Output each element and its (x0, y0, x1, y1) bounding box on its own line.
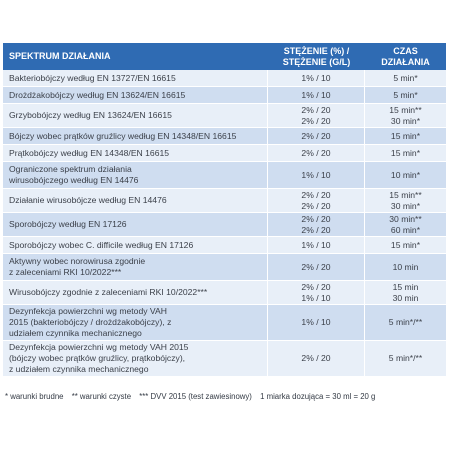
time-cell-line: 10 min* (390, 169, 421, 180)
time-cell-line: 15 min* (390, 147, 421, 158)
table-row (3, 87, 446, 104)
spectrum-cell (3, 281, 268, 305)
spectrum-cell (3, 70, 268, 87)
table-row (3, 189, 446, 213)
concentration-cell (268, 213, 365, 237)
table-row (3, 254, 446, 281)
spectrum-cell-line: Wirusobójczy zgodnie z zaleceniami RKI 10/2022*** (9, 287, 208, 297)
spectrum-cell (3, 87, 268, 104)
spectrum-cell (3, 162, 268, 189)
concentration-cell-line: 1% / 10 (301, 89, 331, 100)
concentration-cell (268, 254, 365, 281)
time-cell-line: 15 min** (389, 104, 422, 115)
time-cell-line: 30 min* (390, 200, 421, 211)
spectrum-cell (3, 104, 268, 128)
table-header-row (3, 43, 446, 70)
spectrum-cell (3, 145, 268, 162)
concentration-cell (268, 281, 365, 305)
table-row (3, 145, 446, 162)
concentration-cell-line: 2% / 20 (301, 115, 331, 126)
table-row (3, 162, 446, 189)
spectrum-cell-line: Aktywny wobec norowirusa zgodnie (9, 256, 146, 266)
concentration-cell (268, 128, 365, 145)
time-cell-line: 5 min*/** (388, 317, 423, 327)
footnotes (5, 392, 381, 401)
concentration-cell-line: 2% / 20 (301, 147, 331, 158)
spectrum-cell-line: Grzybobójczy według EN 13624/EN 16615 (9, 110, 172, 120)
concentration-cell (268, 305, 365, 341)
concentration-cell (268, 87, 365, 104)
time-cell-line: 15 min* (390, 239, 421, 250)
concentration-cell-line: 1% / 10 (301, 72, 331, 83)
time-cell-line: 5 min* (393, 89, 418, 100)
spectrum-cell-line: Działanie wirusobójcze według EN 14476 (9, 195, 167, 205)
spectrum-cell-line: Prątkobójczy według EN 14348/EN 16615 (9, 147, 170, 158)
time-cell-line: 15 min (392, 281, 419, 292)
table-body (3, 70, 446, 377)
disinfection-spectrum-table-wrapper (3, 43, 446, 377)
time-cell-line: 60 min* (390, 224, 421, 235)
header-spectrum: SPEKTRUM DZIAŁANIA (3, 43, 268, 70)
time-cell-line: 30 min (392, 292, 419, 303)
time-cell-line: 15 min** (389, 189, 422, 200)
spectrum-cell (3, 305, 268, 341)
footnote-dvv: *** DVV 2015 (test zawiesinowy) (139, 392, 252, 401)
spectrum-cell (3, 189, 268, 213)
concentration-cell (268, 341, 365, 377)
spectrum-cell-line: Drożdżakobójczy według EN 13624/EN 16615 (9, 89, 186, 100)
concentration-cell-line: 2% / 20 (301, 224, 331, 235)
spectrum-cell-line: Dezynfekcja powierzchni wg metody VAH 2015 (9, 342, 189, 352)
time-cell (365, 162, 446, 189)
spectrum-cell (3, 237, 268, 254)
time-cell (365, 189, 446, 213)
concentration-cell-line: 2% / 20 (301, 261, 331, 272)
spectrum-cell-line: wirusobójczego według EN 14476 (9, 175, 139, 185)
table-row (3, 237, 446, 254)
time-cell (365, 145, 446, 162)
footnote-dosing: 1 miarka dozująca = 30 ml = 20 g (260, 392, 376, 401)
time-cell (365, 87, 446, 104)
concentration-cell (268, 145, 365, 162)
spectrum-cell-line: Dezynfekcja powierzchni wg metody VAH (9, 306, 167, 316)
concentration-cell-line: 2% / 20 (301, 353, 331, 363)
spectrum-cell (3, 341, 268, 377)
concentration-cell (268, 162, 365, 189)
spectrum-cell-line: z zaleceniami RKI 10/2022*** (9, 267, 122, 277)
concentration-cell (268, 104, 365, 128)
spectrum-table (3, 43, 446, 377)
spectrum-cell (3, 254, 268, 281)
table-row (3, 128, 446, 145)
concentration-cell-line: 1% / 10 (301, 317, 331, 327)
spectrum-cell-line: z udziałem czynnika mechanicznego (9, 364, 149, 374)
concentration-cell-line: 2% / 20 (301, 200, 331, 211)
header-concentration: STĘŻENIE (%) / STĘŻENIE (G/L) (268, 43, 365, 70)
spectrum-cell-line: Bójczy wobec prątków gruźlicy według EN 14348/EN 16615 (9, 130, 237, 141)
concentration-cell-line: 2% / 20 (301, 189, 331, 200)
time-cell (365, 237, 446, 254)
spectrum-cell-line: (bójczy wobec prątków gruźlicy, prątkobójczy), (9, 353, 186, 363)
concentration-cell (268, 237, 365, 254)
time-cell (365, 281, 446, 305)
spectrum-cell (3, 213, 268, 237)
time-cell-line: 15 min* (390, 130, 421, 141)
footnote-dirty: * warunki brudne (5, 392, 64, 401)
time-cell (365, 104, 446, 128)
concentration-cell (268, 189, 365, 213)
time-cell (365, 341, 446, 377)
time-cell (365, 128, 446, 145)
time-cell (365, 254, 446, 281)
spectrum-cell-line: Ograniczone spektrum działania (9, 164, 132, 174)
table-row (3, 341, 446, 377)
footnote-clean: ** warunki czyste (71, 392, 132, 401)
concentration-cell-line: 2% / 20 (301, 213, 331, 224)
time-cell (365, 70, 446, 87)
spectrum-cell-line: udziałem czynnika mechanicznego (9, 328, 142, 338)
concentration-cell (268, 70, 365, 87)
table-row (3, 70, 446, 87)
concentration-cell-line: 2% / 20 (301, 130, 331, 141)
table-row (3, 213, 446, 237)
time-cell (365, 305, 446, 341)
table-row (3, 281, 446, 305)
concentration-cell-line: 2% / 20 (301, 104, 331, 115)
time-cell-line: 30 min** (389, 213, 422, 224)
spectrum-cell-line: 2015 (bakteriobójczy / drożdżakobójczy), z (9, 317, 172, 327)
time-cell-line: 10 min (392, 261, 419, 272)
concentration-cell-line: 1% / 10 (301, 239, 331, 250)
spectrum-cell-line: Sporobójczy wobec C. difficile według EN 17126 (9, 239, 194, 250)
spectrum-cell-line: Sporobójczy według EN 17126 (9, 219, 127, 229)
time-cell-line: 5 min* (393, 72, 418, 83)
concentration-cell-line: 1% / 10 (301, 292, 331, 303)
time-cell (365, 213, 446, 237)
spectrum-cell-line: Bakteriobójczy według EN 13727/EN 16615 (9, 72, 176, 83)
table-row (3, 104, 446, 128)
concentration-cell-line: 1% / 10 (301, 169, 331, 180)
time-cell-line: 30 min* (390, 115, 421, 126)
time-cell-line: 5 min*/** (388, 353, 423, 363)
header-time: CZAS DZIAŁANIA (365, 43, 446, 70)
spectrum-cell (3, 128, 268, 145)
concentration-cell-line: 2% / 20 (301, 281, 331, 292)
table-row (3, 305, 446, 341)
